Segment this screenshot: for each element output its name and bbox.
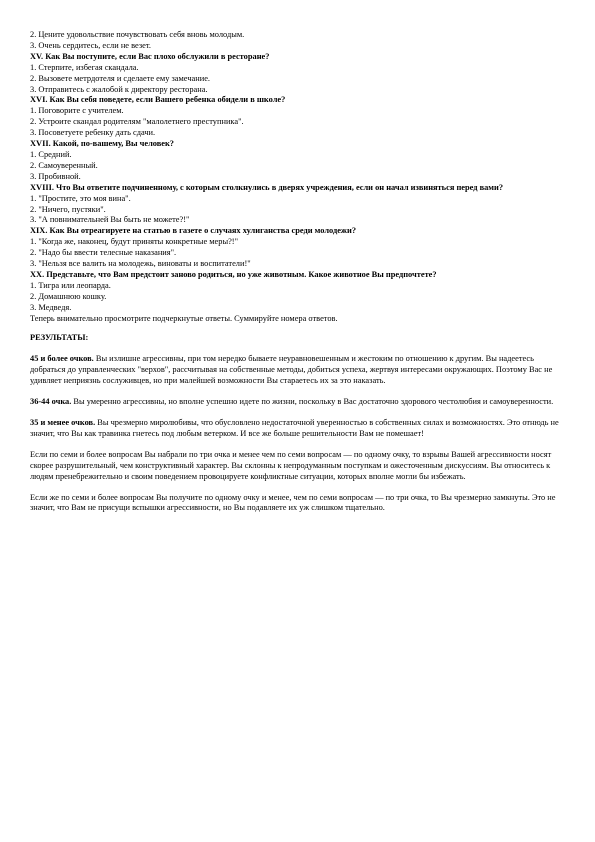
result-text: Вы чрезмерно миролюбивы, что обусловлено недостаточной уверенностью в собственных силах и возможностях. Это отнюдь не значит, что Вы как травинка гнетесь под любым ветерком. И все же больше решительности Вам не помешает! <box>30 418 559 438</box>
answer-line: 1. "Простите, это моя вина". <box>30 193 131 203</box>
result-text: Вы излишне агрессивны, при том нередко бываете неуравновешенным и жестоким по отношению к другим. Вы надеетесь добраться до управленческих "верхов", рассчитывая на собственные методы, добиться успеха, жертвуя интересами окружающих. Поэтому Вас не удивляет неприязнь сослуживцев, но при малейшей возможности Вы стараетесь их за это наказать. <box>30 354 553 386</box>
answer-line: 3. "А повнимательней Вы быть не можете?!" <box>30 215 190 225</box>
answer-line: 2. Домашнюю кошку. <box>30 291 107 301</box>
question-line: XVII. Какой, по-вашему, Вы человек? <box>30 139 174 149</box>
question-line: XV. Как Вы поступите, если Вас плохо обслужили в ресторане? <box>30 51 270 61</box>
question-line: XVIII. Что Вы ответите подчиненному, с которым столкнулись в дверях учреждения, если он начал извиняться перед вами? <box>30 182 504 192</box>
answer-line: 1. Поговорите с учителем. <box>30 106 124 116</box>
result-paragraph <box>30 450 568 483</box>
results-heading: РЕЗУЛЬТАТЫ: <box>30 333 89 343</box>
answer-line: 1. Стерпите, избегая скандала. <box>30 62 139 72</box>
answer-line: 2. "Ничего, пустяки". <box>30 204 106 214</box>
result-text: Если же по семи и более вопросам Вы получите по одному очку и менее, чем по семи вопросам — по три очка, то Вы чрезмерно замкнуты. Это не значит, что Вам не присущи вспышки агрессивности, но Вы подавляете их уж слишком тщательно. <box>30 492 556 513</box>
answer-line: 1. "Когда же, наконец, будут приняты конкретные меры?!" <box>30 237 239 247</box>
answer-line: 3. "Нельзя все валить на молодежь, виноваты и воспитатели!" <box>30 259 251 269</box>
result-text: Если по семи и более вопросам Вы набрали по три очка и менее чем по семи вопросам — по одному очку, то взрывы Вашей агрессивности носят скорее разрушительный, чем конструктивный характер. Вы склонны к непродуманным поступкам и ожесточенным дискуссиям. Вы относитесь к людям пренебрежительно и своим поведением провоцируете конфликтные ситуации, которых вполне могли бы избежать. <box>30 449 552 481</box>
score-range: 36-44 очка. <box>30 397 72 407</box>
answer-line: 3. Пробивной. <box>30 171 81 181</box>
result-paragraph <box>30 418 568 440</box>
answer-line: 3. Медведя. <box>30 302 72 312</box>
answer-line: 3. Посоветуете ребенку дать сдачи. <box>30 128 156 138</box>
answer-line: 2. Цените удовольствие почувствовать себя вновь молодым. <box>30 30 245 39</box>
quiz-questions <box>30 30 568 324</box>
result-text: Вы умеренно агрессивны, но вполне успешно идете по жизни, поскольку в Вас достаточно здорового честолюбия и самоуверенности. <box>71 397 554 407</box>
question-line: XX. Представьте, что Вам предстоит заново родиться, но уже животным. Какое животное Вы предпочтете? <box>30 269 437 279</box>
answer-line: 1. Тигра или леопарда. <box>30 280 111 290</box>
result-paragraph <box>30 493 568 515</box>
result-paragraph <box>30 397 568 408</box>
question-line: XVI. Как Вы себя поведете, если Вашего ребенка обидели в школе? <box>30 95 286 105</box>
question-line: XIX. Как Вы отреагируете на статью в газете о случаях хулиганства среди молодежи? <box>30 226 357 236</box>
answer-line: 2. Вызовете метрдотеля и сделаете ему замечание. <box>30 73 211 83</box>
results-section <box>30 354 568 514</box>
answer-line: 1. Средний. <box>30 149 72 159</box>
answer-line: 2. "Надо бы ввести телесные наказания". <box>30 248 177 258</box>
document-content <box>30 30 568 524</box>
answer-line: 2. Самоуверенный. <box>30 160 98 170</box>
score-range: 35 и менее очков. <box>30 418 96 427</box>
answer-line: 3. Очень сердитесь, если не везет. <box>30 40 151 50</box>
answer-line: 3. Отправитесь с жалобой к директору ресторана. <box>30 84 208 94</box>
answer-line: Теперь внимательно просмотрите подчеркнутые ответы. Суммируйте номера ответов. <box>30 313 338 323</box>
score-range: 45 и более очков. <box>30 354 94 364</box>
answer-line: 2. Устроите скандал родителям "малолетнего преступника". <box>30 117 244 127</box>
result-paragraph <box>30 354 568 387</box>
